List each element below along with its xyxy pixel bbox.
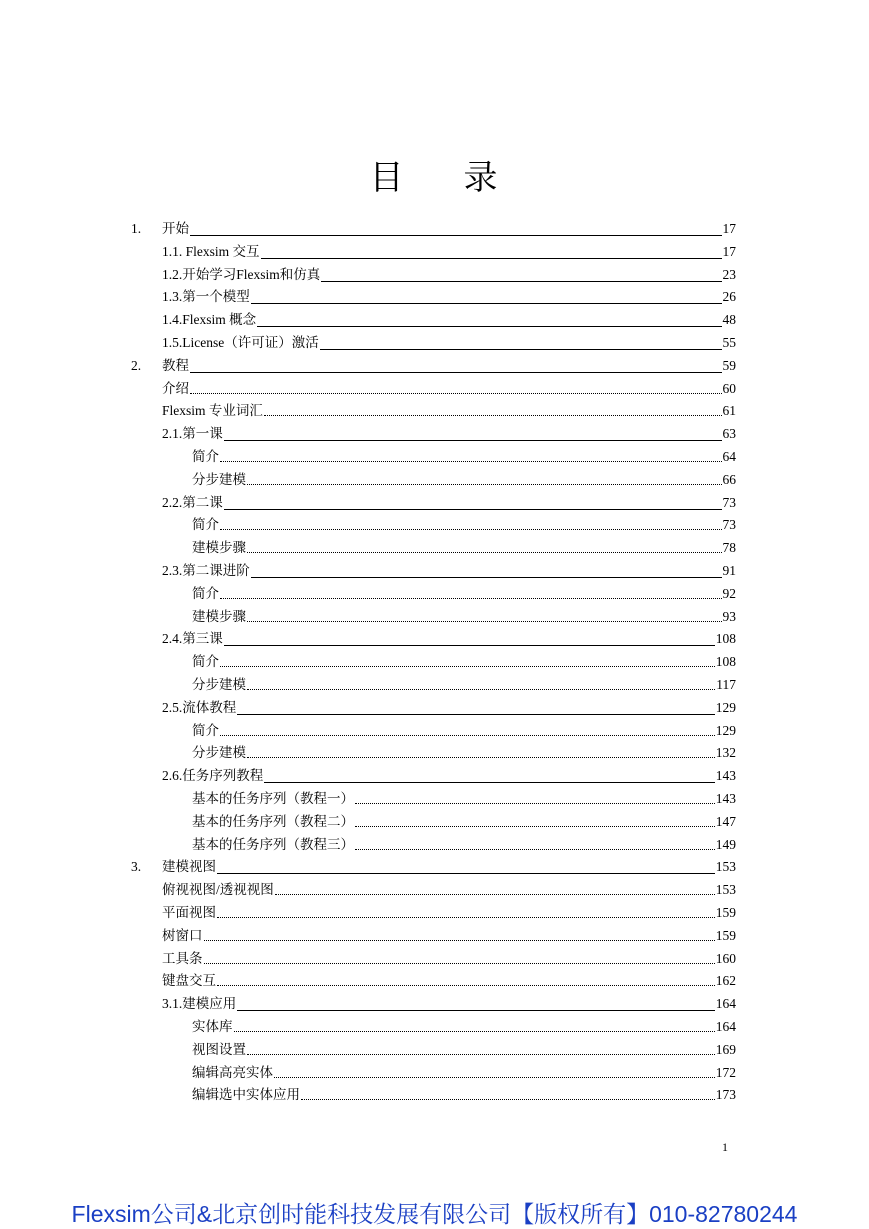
toc-leader-dots: [247, 621, 722, 622]
toc-entry-label: 开始: [162, 221, 189, 236]
toc-entry[interactable]: [0, 560, 869, 582]
toc-title-part1: 目: [369, 160, 406, 197]
toc-leader-dots: [190, 393, 722, 394]
toc-entry-page: 164: [715, 996, 736, 1012]
toc-entry-page: 129: [715, 699, 736, 715]
toc-entry[interactable]: [0, 811, 869, 833]
page-number: 1: [722, 1140, 728, 1154]
toc-leader-dots: [247, 1054, 715, 1055]
toc-leader-dots: [217, 917, 715, 918]
toc-entry[interactable]: [0, 537, 869, 559]
toc-leader-line: [237, 714, 715, 715]
toc-entry[interactable]: [0, 788, 869, 810]
toc-entry[interactable]: [0, 264, 869, 286]
toc-leader-dots: [247, 552, 722, 553]
toc-entry-label: 俯视视图/透视视图: [162, 882, 274, 898]
toc-leader-dots: [355, 849, 715, 850]
toc-entry-label: 工具条: [162, 950, 203, 966]
toc-entry[interactable]: [0, 651, 869, 673]
toc-leader-line: [224, 509, 722, 510]
toc-entry-label: 2.1.第一课: [162, 426, 223, 442]
toc-entry[interactable]: [0, 720, 869, 742]
toc-leader-dots: [247, 484, 722, 485]
toc-leader-dots: [220, 666, 715, 667]
toc-leader-dots: [217, 985, 715, 986]
toc-entry-label: 1.5.License（许可证）激活: [162, 335, 319, 350]
toc-entry-label: 基本的任务序列（教程三）: [192, 836, 354, 852]
toc-leader-dots: [275, 894, 715, 895]
toc-entry-label: 实体库: [192, 1019, 233, 1034]
toc-entry-page: 60: [722, 380, 736, 396]
toc-entry-label: 建模步骤: [192, 608, 246, 624]
toc-leader-line: [190, 235, 722, 236]
toc-entry-label: 基本的任务序列（教程一）: [192, 791, 354, 806]
toc-title-part2: 录: [463, 160, 500, 197]
toc-entry-page: 17: [722, 221, 736, 236]
toc-entry-page: 159: [715, 927, 736, 943]
toc-leader-dots: [220, 735, 715, 736]
toc-leader-line: [257, 326, 722, 327]
toc-entry-page: 61: [722, 403, 736, 419]
toc-entry-page: 59: [722, 357, 736, 373]
toc-entry[interactable]: [0, 583, 869, 605]
toc-leader-dots: [234, 1031, 715, 1032]
toc-entry[interactable]: [0, 241, 869, 263]
copyright-banner: Flexsim公司&北京创时能科技发展有限公司【版权所有】010-82780244: [71, 1201, 798, 1227]
toc-entry[interactable]: [0, 1016, 869, 1038]
toc-entry-label: 建模视图: [162, 859, 216, 875]
toc-entry-label: 简介: [192, 654, 219, 670]
toc-leader-dots: [355, 826, 715, 827]
toc-entry-label: 分步建模: [192, 677, 246, 692]
toc-leader-line: [320, 349, 722, 350]
toc-entry[interactable]: [0, 856, 869, 878]
toc-entry[interactable]: [0, 1039, 869, 1061]
toc-entry-number: 2.: [131, 357, 142, 373]
toc-entry-label: 基本的任务序列（教程二）: [192, 813, 354, 829]
toc-entry[interactable]: [0, 400, 869, 422]
toc-leader-line: [224, 645, 715, 646]
toc-entry[interactable]: [0, 332, 869, 354]
toc-entry-label: 1.4.Flexsim 概念: [162, 312, 257, 328]
toc-leader-dots: [220, 598, 722, 599]
toc-entry-label: 编辑高亮实体: [192, 1064, 273, 1080]
toc-leader-dots: [264, 415, 722, 416]
toc-entry-page: 48: [722, 312, 736, 328]
toc-entry-page: 132: [715, 745, 736, 761]
toc-entry-page: 55: [722, 335, 736, 350]
toc-entry-page: 159: [715, 905, 736, 920]
toc-entry[interactable]: [0, 492, 869, 514]
toc-entry[interactable]: [0, 514, 869, 536]
toc-entry[interactable]: [0, 970, 869, 992]
toc-entry-page: 169: [715, 1041, 736, 1057]
toc-entry-page: 64: [722, 449, 736, 464]
toc-title: [0, 150, 869, 199]
toc-entry-label: 平面视图: [162, 905, 216, 920]
toc-entry-label: 编辑选中实体应用: [192, 1087, 300, 1103]
toc-entry-label: Flexsim 专业词汇: [162, 403, 263, 419]
toc-leader-dots: [301, 1099, 715, 1100]
toc-entry[interactable]: [0, 765, 869, 787]
toc-entry[interactable]: [0, 606, 869, 628]
toc-entry[interactable]: [0, 1062, 869, 1084]
toc-entry-label: 树窗口: [162, 927, 203, 943]
toc-entry-label: 建模步骤: [192, 540, 246, 556]
toc-entry-page: 129: [715, 722, 736, 738]
toc-entry-label: 2.4.第三课: [162, 631, 223, 647]
toc-entry-label: 分步建模: [192, 745, 246, 761]
toc-entry-page: 153: [715, 859, 736, 875]
toc-entry[interactable]: [0, 628, 869, 650]
toc-entry-page: 117: [716, 677, 736, 692]
toc-entry-page: 172: [715, 1064, 736, 1080]
toc-entry-page: 63: [722, 426, 736, 442]
toc-leader-line: [190, 372, 722, 373]
toc-leader-dots: [355, 803, 715, 804]
toc-entry-label: 分步建模: [192, 471, 246, 487]
toc-leader-dots: [204, 940, 715, 941]
toc-entry-page: 91: [722, 563, 736, 578]
toc-entry-page: 108: [715, 631, 736, 647]
toc-entry-label: 简介: [192, 585, 219, 601]
toc-leader-line: [217, 873, 715, 874]
toc-entry-page: 149: [715, 836, 736, 852]
toc-entry-page: 92: [722, 585, 736, 601]
toc-entry-label: 简介: [192, 722, 219, 738]
toc-leader-line: [251, 577, 722, 578]
toc-entry[interactable]: [0, 423, 869, 445]
toc-leader-line: [237, 1010, 715, 1011]
toc-leader-dots: [204, 963, 715, 964]
toc-leader-line: [264, 782, 715, 783]
toc-entry[interactable]: [0, 309, 869, 331]
toc-entry[interactable]: [0, 948, 869, 970]
toc-entry-label: 1.2.开始学习Flexsim和仿真: [162, 266, 321, 282]
toc-entry-label: 3.1.建模应用: [162, 996, 237, 1012]
toc-leader-dots: [247, 757, 715, 758]
toc-entry-page: 143: [715, 791, 736, 806]
toc-entry-page: 73: [722, 517, 736, 533]
toc-entry[interactable]: [0, 355, 869, 377]
toc-entry-page: 173: [715, 1087, 736, 1103]
toc-entry[interactable]: [0, 902, 869, 924]
toc-entry-label: 2.6.任务序列教程: [162, 768, 264, 784]
toc-entry-page: 78: [722, 540, 736, 556]
toc-entry-page: 17: [722, 243, 736, 259]
toc-entry-label: 介绍: [162, 380, 189, 396]
toc-entry-label: 2.5.流体教程: [162, 699, 237, 715]
toc-leader-line: [224, 440, 722, 441]
toc-entry-label: 1.3.第一个模型: [162, 289, 250, 305]
toc-entry-page: 73: [722, 494, 736, 510]
toc-entry-number: 1.: [131, 221, 142, 236]
toc-entry-label: 2.3.第二课进阶: [162, 563, 250, 578]
toc-entry[interactable]: [0, 879, 869, 901]
toc-entry-page: 164: [715, 1019, 736, 1034]
toc-leader-dots: [220, 461, 722, 462]
toc-entry[interactable]: [0, 834, 869, 856]
toc-entry-page: 147: [715, 813, 736, 829]
toc-entry-label: 2.2.第二课: [162, 494, 223, 510]
toc-leader-dots: [220, 529, 722, 530]
toc-entry[interactable]: [0, 446, 869, 468]
toc-entry[interactable]: [0, 697, 869, 719]
toc-entry-page: 153: [715, 882, 736, 898]
toc-entry[interactable]: [0, 674, 869, 696]
toc-entry[interactable]: [0, 742, 869, 764]
toc-entry[interactable]: [0, 993, 869, 1015]
toc-leader-dots: [247, 689, 715, 690]
toc-entry-label: 教程: [162, 357, 189, 373]
toc-entry-label: 1.1. Flexsim 交互: [162, 243, 260, 259]
toc-entry-page: 160: [715, 950, 736, 966]
toc-entry[interactable]: [0, 286, 869, 308]
toc-entry-page: 162: [715, 973, 736, 989]
toc-leader-line: [321, 281, 722, 282]
toc-entry[interactable]: [0, 218, 869, 240]
toc-entry-page: 143: [715, 768, 736, 784]
toc-entry-number: 3.: [131, 859, 142, 875]
toc-entry-label: 简介: [192, 449, 219, 464]
toc-entry[interactable]: [0, 1084, 869, 1106]
toc-entry-page: 66: [722, 471, 736, 487]
toc-entry-page: 26: [722, 289, 736, 305]
toc-entry[interactable]: [0, 925, 869, 947]
toc-leader-dots: [274, 1077, 715, 1078]
toc-entry-label: 键盘交互: [162, 973, 216, 989]
toc-entry[interactable]: [0, 378, 869, 400]
toc-entry-page: 23: [722, 266, 736, 282]
toc-entry-page: 108: [715, 654, 736, 670]
toc-entry-label: 简介: [192, 517, 219, 533]
toc-entry-page: 93: [722, 608, 736, 624]
toc-entry-label: 视图设置: [192, 1041, 246, 1057]
toc-leader-line: [251, 303, 722, 304]
toc-leader-line: [261, 258, 722, 259]
toc-entry[interactable]: [0, 469, 869, 491]
